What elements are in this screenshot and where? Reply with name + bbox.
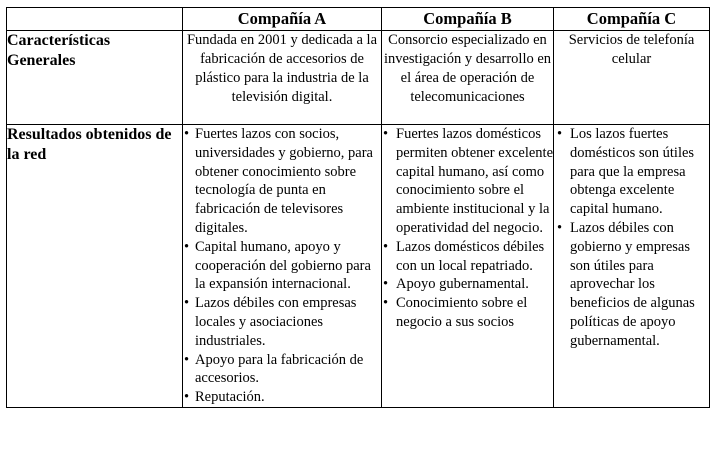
network-results-row bbox=[7, 125, 710, 408]
results-company-c bbox=[554, 125, 710, 408]
list-item-text: Capital humano, apoyo y cooperación del gobierno para la expansión internacional. bbox=[195, 238, 371, 293]
bullet-icon: • bbox=[383, 126, 389, 142]
header-row bbox=[7, 8, 710, 31]
list-item-text: Apoyo para la fabricación de accesorios. bbox=[195, 351, 364, 387]
list-item bbox=[183, 351, 381, 389]
bullet-icon: • bbox=[557, 126, 563, 142]
list-item bbox=[382, 275, 553, 294]
comparison-table bbox=[6, 7, 710, 408]
header-company-a: Compañía A bbox=[183, 8, 382, 31]
list-item-text: Conocimiento sobre el negocio a sus socios bbox=[396, 295, 528, 330]
results-list-c bbox=[554, 125, 709, 351]
list-item-text: Los lazos fuertes domésticos son útiles para que la empresa obtenga excelente capital humano. bbox=[570, 126, 695, 218]
list-item bbox=[554, 219, 709, 351]
results-company-b bbox=[382, 125, 554, 408]
list-item-text: Lazos domésticos débiles con un local repatriado. bbox=[396, 238, 545, 274]
results-company-a bbox=[183, 125, 382, 408]
results-list-b bbox=[382, 125, 553, 332]
general-company-c: Servicios de telefonía celular bbox=[554, 31, 710, 125]
row-label-results: Resultados obtenidos de la red bbox=[7, 125, 183, 408]
list-item bbox=[382, 294, 553, 332]
header-company-c: Compañía C bbox=[554, 8, 710, 31]
bullet-icon: • bbox=[383, 276, 389, 293]
bullet-icon: • bbox=[383, 295, 389, 312]
header-empty-cell bbox=[7, 8, 183, 31]
list-item-text: Fuertes lazos domésticos permiten obtener excelente capital humano, así como conocimiento sobre el ambiente institucional y la operatividad del negocio. bbox=[396, 126, 554, 236]
list-item bbox=[382, 125, 553, 238]
bullet-icon: • bbox=[184, 351, 190, 368]
general-company-a: Fundada en 2001 y dedicada a la fabricación de accesorios de plástico para la industria de la televisión digital. bbox=[183, 31, 382, 125]
bullet-icon: • bbox=[383, 238, 389, 255]
results-list-a bbox=[183, 125, 381, 407]
list-item bbox=[183, 125, 381, 238]
row-label-general: Características Generales bbox=[7, 31, 183, 125]
bullet-icon: • bbox=[184, 126, 190, 142]
list-item bbox=[554, 125, 709, 219]
list-item bbox=[183, 238, 381, 294]
list-item bbox=[183, 294, 381, 350]
list-item-text: Reputación. bbox=[195, 389, 265, 406]
list-item bbox=[382, 238, 553, 276]
list-item-text: Fuertes lazos con socios, universidades y gobierno, para obtener conocimiento sobre tecnología de punta en fabricación de televisores digitales. bbox=[195, 126, 373, 236]
list-item-text: Lazos débiles con empresas locales y asociaciones industriales. bbox=[195, 295, 357, 349]
list-item-text: Lazos débiles con gobierno y empresas son útiles para aprovechar los beneficios de algunas políticas de apoyo gubernamental. bbox=[570, 219, 695, 349]
bullet-icon: • bbox=[557, 219, 563, 236]
bullet-icon: • bbox=[184, 295, 190, 312]
general-characteristics-row bbox=[7, 31, 710, 125]
bullet-icon: • bbox=[184, 238, 190, 255]
general-company-b: Consorcio especializado en investigación y desarrollo en el área de operación de telecomunicaciones bbox=[382, 31, 554, 125]
header-company-b: Compañía B bbox=[382, 8, 554, 31]
list-item bbox=[183, 388, 381, 407]
list-item-text: Apoyo gubernamental. bbox=[396, 276, 529, 293]
bullet-icon: • bbox=[184, 389, 190, 406]
